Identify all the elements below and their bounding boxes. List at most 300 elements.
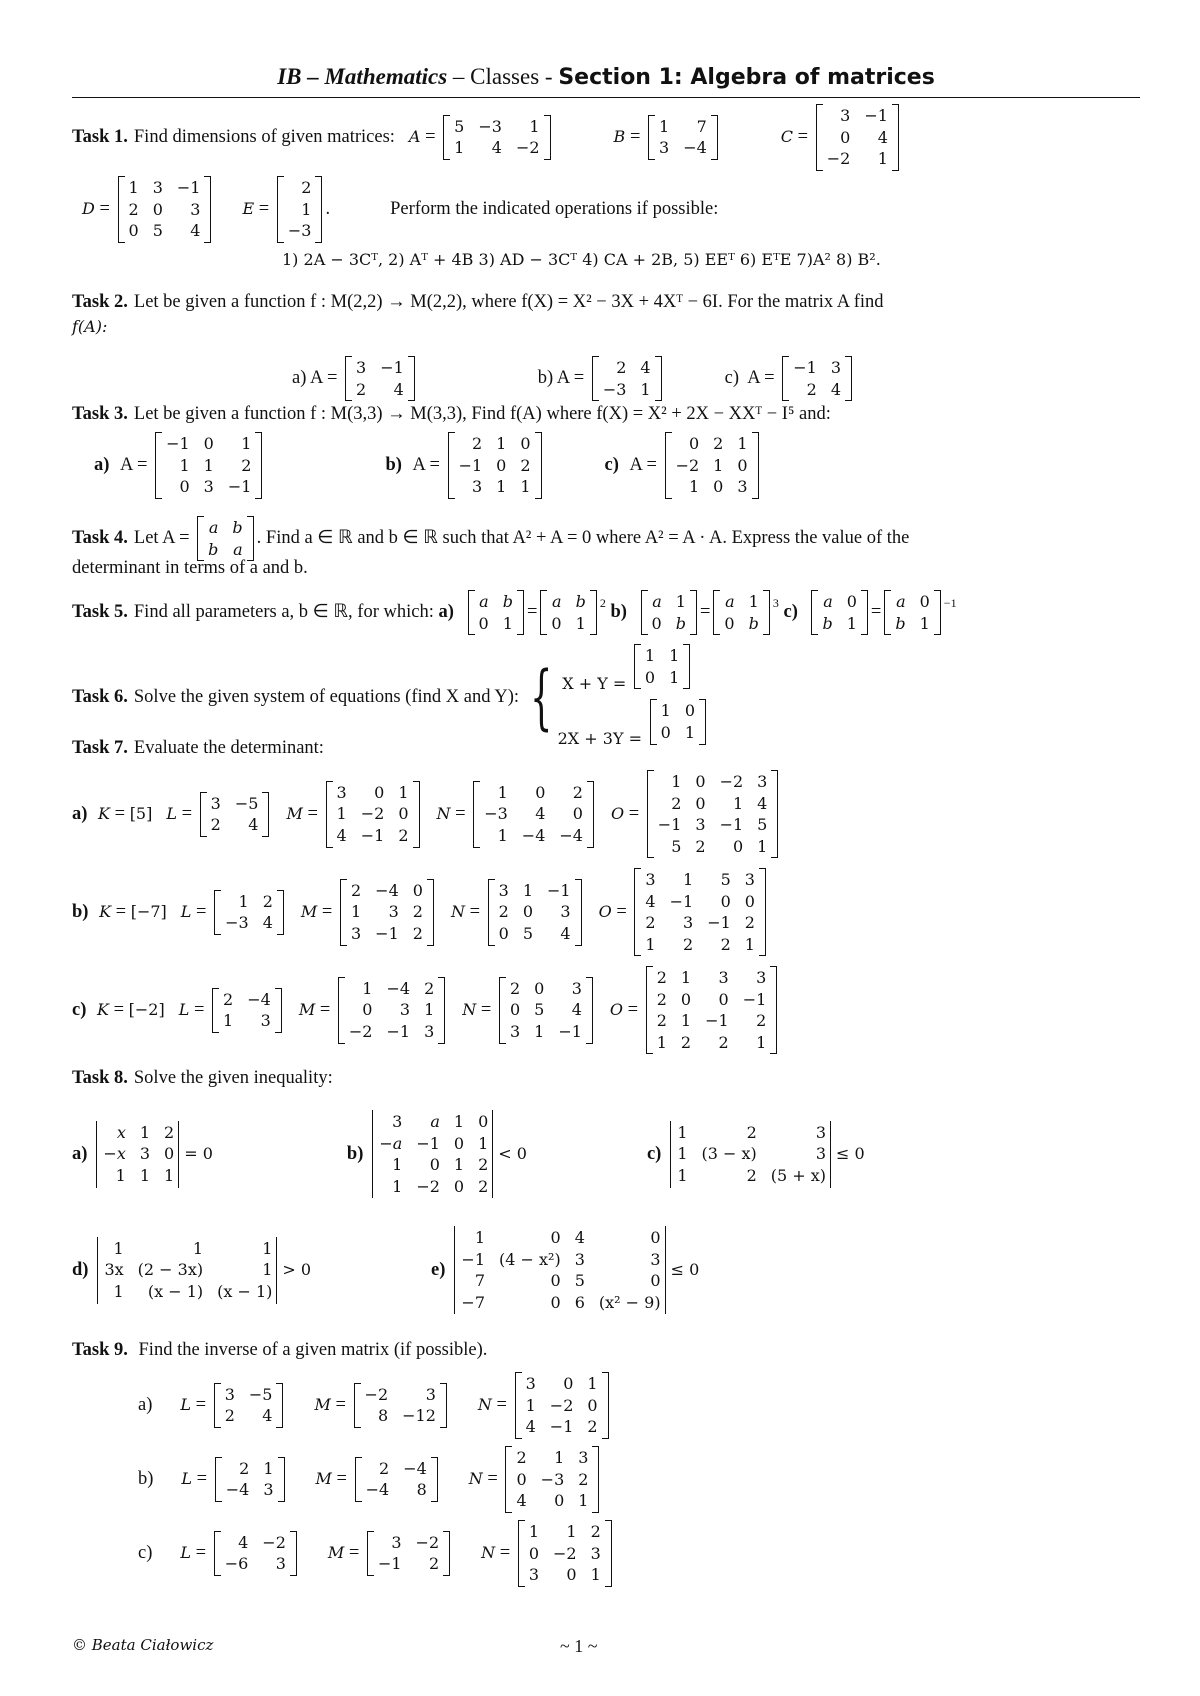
matrix-cell: 0 — [520, 434, 531, 453]
bracket-right — [278, 1457, 285, 1502]
matrix-entries — [522, 1372, 602, 1439]
matrix-cell: 3 — [744, 870, 755, 889]
task2-matrix-a — [345, 356, 415, 401]
matrix-cell: 0 — [718, 989, 729, 1009]
task5-b-right — [713, 590, 769, 635]
matrix-cell: 0 — [572, 804, 583, 824]
matrix-cell: 2 — [356, 379, 367, 399]
task9c-N — [518, 1520, 612, 1587]
matrix-cell: (4 − x²) — [499, 1249, 561, 1269]
matrix-cell: (5 + x) — [770, 1165, 827, 1185]
matrix-cell: 1 — [164, 1165, 175, 1185]
matrix-cell: 0 — [644, 667, 656, 687]
matrix-cell: 1 — [398, 782, 409, 802]
bracket-right — [204, 176, 211, 243]
matrix-cell: −1 — [742, 989, 767, 1009]
matrix-cell: 1 — [713, 455, 724, 475]
matrix-cell: −4 — [225, 1480, 250, 1500]
matrix-entries — [99, 1121, 178, 1188]
bracket-left — [214, 1383, 221, 1428]
matrix-cell: 5 — [671, 836, 682, 856]
matrix-entries — [345, 977, 438, 1044]
matrix-cell: 1 — [677, 1122, 688, 1142]
bracket-right — [544, 115, 551, 160]
matrix-cell: 4 — [238, 1532, 249, 1552]
bracket-left — [518, 1520, 525, 1587]
matrix-cell: 1 — [478, 1133, 489, 1153]
matrix-cell: −1 — [657, 815, 682, 835]
bracket-left — [641, 590, 648, 635]
bracket-left — [338, 977, 345, 1044]
bracket-left — [634, 644, 641, 689]
matrix-cell: 3x — [104, 1260, 124, 1280]
matrix-D — [118, 176, 212, 243]
matrix-cell: 1 — [744, 934, 755, 954]
matrix-entries — [221, 890, 277, 935]
task4-matrix-A — [197, 516, 254, 561]
task5-line: Task 5. Find all parameters a, b ∈ ℝ, for which: a) a b 0 1 = a b 0 1 2 b) a 1 0 b = a 1 0 b 3 c) a 0 b 1 = a 0 b 1 −1 — [72, 590, 957, 635]
matrix-E — [277, 176, 323, 243]
matrix-cell: 0 — [650, 1271, 661, 1291]
task9-row-a: a) L = 3 −5 2 4 M = −2 3 8 −12 N = 3 0 1 1 −2 0 4 −1 2 — [138, 1372, 612, 1439]
matrix-cell: 1 — [262, 1260, 273, 1280]
matrix-cell: −1 — [669, 891, 694, 911]
matrix-entries — [672, 432, 752, 499]
matrix-cell: 7 — [696, 116, 707, 136]
matrix-cell: 1 — [522, 880, 533, 900]
task7c-M — [338, 977, 445, 1044]
matrix-entries — [789, 356, 845, 401]
matrix-cell: a — [233, 539, 243, 559]
matrix-entries — [648, 590, 690, 635]
matrix-entries — [100, 1237, 276, 1304]
bracket-right — [861, 590, 868, 635]
bracket-right — [276, 1383, 283, 1428]
matrix-cell: 6 — [574, 1292, 585, 1312]
matrix-cell: −7 — [461, 1292, 486, 1312]
matrix-cell: 2 — [578, 1469, 589, 1489]
matrix-cell: 4 — [262, 913, 273, 933]
matrix-cell: 5 — [757, 815, 768, 835]
matrix-cell: 3 — [399, 1000, 411, 1020]
bracket-left — [505, 1446, 512, 1513]
task2-matrix-b — [592, 356, 662, 401]
matrix-entries — [362, 1457, 431, 1502]
matrix-cell: 4 — [640, 358, 651, 377]
matrix-cell: −5 — [234, 793, 259, 813]
task5-a-left — [468, 590, 524, 635]
matrix-cell: −2 — [553, 1543, 577, 1563]
matrix-cell: 1 — [677, 1144, 688, 1164]
task3-matrix-c — [665, 432, 759, 499]
bracket-right — [690, 590, 697, 635]
task8-det-c — [670, 1121, 833, 1188]
matrix-cell: 1 — [336, 804, 347, 824]
matrix-cell: −1 — [458, 455, 483, 475]
matrix-cell: 2 — [350, 880, 362, 900]
bracket-right — [763, 590, 770, 635]
bracket-left — [782, 356, 789, 401]
page-number: ~ 1 ~ — [560, 1636, 598, 1656]
matrix-cell: 8 — [377, 1406, 389, 1426]
matrix-cell: (x² − 9) — [598, 1292, 661, 1312]
matrix-cell: 2 — [164, 1122, 175, 1142]
matrix-cell: 2 — [645, 913, 656, 933]
matrix-entries — [125, 176, 205, 243]
matrix-cell: 2 — [379, 1458, 390, 1478]
bracket-right — [275, 988, 282, 1033]
matrix-cell: 1 — [680, 968, 692, 987]
matrix-cell: 1 — [659, 116, 670, 136]
matrix-cell: 3 — [578, 1448, 589, 1467]
matrix-cell: 1 — [575, 613, 586, 633]
matrix-cell: 0 — [650, 1228, 661, 1247]
matrix-entries — [653, 966, 771, 1054]
matrix-cell: 4 — [262, 1406, 273, 1426]
matrix-cell: 3 — [645, 870, 656, 889]
matrix-cell: (2 − 3x) — [137, 1260, 204, 1280]
matrix-cell: 1 — [453, 1112, 465, 1131]
matrix-cell: −1 — [386, 1021, 411, 1041]
matrix-entries — [891, 590, 933, 635]
task7a-M — [326, 781, 420, 848]
matrix-cell: 3 — [260, 1011, 271, 1031]
matrix-cell: −1 — [375, 923, 399, 943]
matrix-cell: 0 — [684, 701, 696, 721]
matrix-entries — [221, 1383, 277, 1428]
matrix-cell: 1 — [677, 1165, 688, 1185]
task9c-M — [367, 1531, 450, 1576]
matrix-cell: −4 — [559, 825, 583, 845]
matrix-cell: −1 — [705, 1011, 729, 1031]
matrix-cell: 1 — [644, 646, 656, 665]
bracket-left — [340, 879, 347, 946]
task7-row-a: a) K = [5] L = 3 −5 2 4 M = 3 0 1 1 −2 0 4 −1 2 N = 1 0 2 −3 4 0 1 −4 −4 O = 1 0 −2 3 2 0 1 4 −1 3 −1 5 5 2 0 1 — [72, 770, 781, 858]
matrix-cell: −x — [103, 1144, 126, 1164]
matrix-cell: 0 — [203, 434, 214, 453]
bracket-right — [770, 966, 777, 1054]
bracket-left — [811, 590, 818, 635]
bracket-left — [634, 868, 641, 956]
matrix-cell: 2 — [239, 1458, 250, 1478]
matrix-cell: −1 — [377, 1554, 402, 1574]
matrix-cell: 2 — [656, 989, 667, 1009]
matrix-cell: b — [232, 518, 243, 537]
matrix-cell: 1 — [680, 1011, 692, 1031]
matrix-cell: −6 — [224, 1554, 249, 1574]
matrix-entries — [475, 590, 517, 635]
det-bar-right — [665, 1226, 668, 1314]
matrix-cell: 1 — [128, 178, 139, 197]
matrix-cell: 5 — [534, 1000, 545, 1020]
matrix-cell: 3 — [528, 1565, 540, 1585]
matrix-cell: 2 — [744, 913, 755, 933]
task8-det-b — [372, 1110, 495, 1198]
task9b-M — [355, 1457, 438, 1502]
matrix-cell: 0 — [724, 613, 735, 633]
matrix-entries — [347, 879, 427, 946]
matrix-cell: 3 — [275, 1554, 286, 1574]
matrix-cell: 1 — [496, 477, 507, 497]
bracket-right — [699, 699, 706, 744]
bracket-left — [277, 176, 284, 243]
bracket-right — [315, 176, 322, 243]
matrix-cell: 2 — [301, 178, 312, 197]
matrix-cell: 5 — [454, 116, 465, 136]
bracket-left — [592, 356, 599, 401]
matrix-cell: 1 — [179, 455, 190, 475]
matrix-cell: 0 — [362, 1000, 373, 1020]
task7a-O — [647, 770, 779, 858]
matrix-entries — [525, 1520, 605, 1587]
matrix-cell: 2 — [210, 815, 221, 835]
matrix-cell: 1 — [496, 434, 507, 453]
matrix-cell: 1 — [424, 1000, 435, 1020]
det-bar-right — [492, 1110, 495, 1198]
matrix-cell: 3 — [152, 178, 163, 197]
matrix-cell: 3 — [525, 1374, 536, 1393]
task8-det-a — [96, 1121, 181, 1188]
matrix-cell: 0 — [509, 1000, 521, 1020]
matrix-cell: −2 — [360, 804, 385, 824]
matrix-cell: 0 — [695, 772, 706, 791]
bracket-left — [884, 590, 891, 635]
matrix-cell: 1 — [748, 592, 759, 611]
matrix-cell: x — [116, 1122, 126, 1142]
matrix-cell: 3 — [224, 1384, 235, 1404]
matrix-cell: 0 — [680, 989, 692, 1009]
bracket-right — [683, 644, 690, 689]
task5-c-left — [811, 590, 867, 635]
task8-line: Task 8. Solve the given inequality: — [72, 1068, 333, 1088]
matrix-cell: 1 — [669, 667, 680, 687]
matrix-cell: 1 — [113, 1281, 124, 1301]
task6-matrix-2 — [650, 699, 706, 744]
bracket-right — [605, 1520, 612, 1587]
bracket-right — [711, 115, 718, 160]
matrix-cell: 4 — [336, 825, 347, 845]
matrix-cell: 2 — [471, 434, 483, 453]
matrix-cell: 3 — [139, 1144, 151, 1164]
task2-matrix-c — [782, 356, 852, 401]
matrix-cell: 1 — [756, 1032, 767, 1052]
matrix-cell: 3 — [756, 968, 767, 987]
matrix-cell: 3 — [683, 913, 694, 933]
matrix-cell: 4 — [393, 379, 404, 399]
matrix-cell: 0 — [587, 1395, 598, 1415]
matrix-cell: −1 — [793, 358, 817, 377]
matrix-cell: 4 — [830, 379, 842, 399]
bracket-right — [752, 432, 759, 499]
matrix-cell: 1 — [645, 934, 656, 954]
matrix-cell: 2 — [478, 1176, 489, 1196]
matrix-cell: 1 — [520, 477, 531, 497]
matrix-cell: 0 — [478, 613, 489, 633]
matrix-cell: 1 — [497, 825, 508, 845]
matrix-cell: 0 — [688, 434, 700, 453]
matrix-cell: 0 — [478, 1112, 489, 1131]
matrix-cell: 2 — [746, 1122, 757, 1142]
matrix-cell: (3 − x) — [701, 1144, 757, 1164]
bracket-right — [934, 590, 941, 635]
task7a-N — [473, 781, 594, 848]
matrix-cell: −2 — [262, 1532, 286, 1552]
task7c-O — [646, 966, 778, 1054]
matrix-cell: −1 — [380, 358, 404, 377]
bracket-right — [262, 792, 269, 837]
matrix-cell: 3 — [356, 358, 367, 377]
matrix-cell: 1 — [262, 1238, 273, 1258]
matrix-cell: 0 — [551, 613, 562, 633]
matrix-cell: b — [208, 539, 219, 559]
matrix-cell: 0 — [534, 978, 545, 998]
matrix-cell: a — [552, 592, 562, 611]
matrix-entries — [450, 115, 543, 160]
task1-line2: D = 1 3 −1 2 0 3 0 5 4 E = 2 1 −3 . Perform the indicated operations if possible: — [82, 176, 718, 243]
matrix-cell: 5 — [152, 221, 163, 241]
matrix-cell: 7 — [474, 1271, 486, 1291]
matrix-cell: 1 — [590, 1565, 601, 1585]
matrix-cell: 2 — [616, 358, 627, 377]
matrix-cell: 0 — [528, 1543, 540, 1563]
matrix-cell: 4 — [877, 127, 888, 147]
matrix-cell: 1 — [497, 782, 508, 802]
matrix-cell: 0 — [737, 455, 748, 475]
matrix-cell: 2 — [746, 1165, 757, 1185]
task5-a-right — [540, 590, 596, 635]
matrix-cell: −3 — [484, 804, 508, 824]
matrix-cell: 1 — [587, 1374, 598, 1393]
matrix-cell: 1 — [877, 149, 888, 169]
matrix-cell: 1 — [528, 1522, 540, 1541]
matrix-cell: −1 — [864, 106, 888, 125]
matrix-cell: 3 — [392, 1112, 403, 1131]
matrix-cell: 1 — [474, 1228, 486, 1247]
matrix-cell: 3 — [388, 902, 399, 922]
matrix-cell: a — [430, 1112, 440, 1131]
bracket-left — [326, 781, 333, 848]
bracket-left — [197, 516, 204, 561]
matrix-cell: −1 — [227, 477, 252, 497]
matrix-entries — [333, 781, 413, 848]
task7-row-c: c) K = [−2] L = 2 −4 1 3 M = 1 −4 2 0 3 1 −2 −1 3 N = 2 0 3 0 5 4 3 1 −1 O = 2 1 3 3 2 0 0 −1 2 1 −1 2 1 2 2 1 — [72, 966, 780, 1054]
matrix-cell: 0 — [720, 891, 731, 911]
matrix-cell: 1 — [675, 592, 686, 611]
task9b-N — [505, 1446, 599, 1513]
matrix-cell: −3 — [225, 913, 249, 933]
matrix-entries — [495, 879, 575, 946]
matrix-cell: 2 — [718, 1032, 729, 1052]
matrix-cell: 1 — [113, 1238, 124, 1258]
matrix-cell: 1 — [566, 1522, 577, 1541]
bracket-left — [354, 1383, 361, 1428]
matrix-cell: 3 — [574, 1249, 585, 1269]
matrix-cell: −4 — [403, 1458, 427, 1478]
matrix-cell: 2 — [509, 978, 521, 998]
matrix-cell: 1 — [502, 613, 513, 633]
matrix-B — [648, 115, 718, 160]
matrix-entries — [547, 590, 589, 635]
matrix-cell: −1 — [176, 178, 201, 197]
matrix-cell: b — [822, 613, 833, 633]
bracket-right — [443, 1531, 450, 1576]
task3-matrices: a) A = −1 0 1 1 1 2 0 3 −1 b) A = 2 1 0 −1 0 2 3 1 1 c) A = 0 2 1 −2 1 0 1 0 3 — [94, 432, 762, 499]
matrix-cell: −4 — [375, 880, 399, 900]
matrix-cell: 3 — [471, 477, 483, 497]
matrix-cell: 3 — [190, 199, 201, 219]
matrix-cell: 3 — [350, 923, 362, 943]
matrix-cell: 3 — [718, 968, 729, 987]
matrix-cell: 0 — [398, 804, 409, 824]
matrix-entries — [673, 1121, 830, 1188]
task7a-L — [200, 792, 270, 837]
matrix-cell: 2 — [428, 1554, 440, 1574]
matrix-cell: a — [725, 592, 735, 611]
matrix-cell: 0 — [429, 1155, 440, 1175]
matrix-cell: 2 — [587, 1417, 598, 1437]
matrix-entries — [512, 1446, 592, 1513]
matrix-cell: 5 — [574, 1271, 585, 1291]
bracket-right — [440, 1383, 447, 1428]
matrix-cell: 3 — [815, 1144, 827, 1164]
matrix-cell: 3 — [210, 793, 221, 813]
matrix-cell: 0 — [412, 880, 423, 900]
bracket-left — [443, 115, 450, 160]
matrix-cell: 0 — [164, 1144, 175, 1164]
task1-ops: 1) 2A − 3Cᵀ, 2) Aᵀ + 4B 3) AD − 3Cᵀ 4) CA + 2B, 5) EEᵀ 6) EᵀE 7)A² 8) B². — [282, 250, 881, 269]
matrix-cell: 0 — [550, 1228, 561, 1247]
matrix-cell: 1 — [238, 891, 249, 911]
matrix-cell: 4 — [645, 891, 656, 911]
bracket-left — [118, 176, 125, 243]
bracket-right — [247, 516, 254, 561]
matrix-entries — [599, 356, 655, 401]
bracket-left — [515, 1372, 522, 1439]
task2-line2: f(A): — [72, 317, 108, 336]
matrix-cell: 1 — [757, 836, 768, 856]
bracket-right — [277, 890, 284, 935]
matrix-entries — [657, 699, 699, 744]
matrix-entries — [455, 432, 535, 499]
matrix-entries — [641, 868, 759, 956]
bracket-right — [517, 590, 524, 635]
matrix-entries — [457, 1226, 664, 1314]
bracket-right — [438, 977, 445, 1044]
matrix-cell: 0 — [152, 199, 163, 219]
matrix-cell: 0 — [128, 221, 139, 241]
matrix-cell: 1 — [732, 793, 744, 813]
det-bar-right — [178, 1121, 181, 1188]
task5-c-right — [884, 590, 940, 635]
matrix-cell: 1 — [578, 1491, 589, 1511]
matrix-entries — [162, 432, 255, 499]
bracket-right — [590, 590, 597, 635]
matrix-entries — [823, 104, 892, 171]
matrix-cell: 1 — [454, 138, 465, 158]
matrix-cell: 3 — [815, 1122, 827, 1142]
matrix-entries — [720, 590, 762, 635]
bracket-left — [647, 770, 654, 858]
matrix-entries — [222, 1457, 278, 1502]
matrix-cell: 4 — [190, 221, 201, 241]
matrix-cell: −3 — [287, 221, 312, 241]
matrix-cell: 4 — [516, 1491, 527, 1511]
bracket-left — [448, 432, 455, 499]
matrix-cell: 0 — [516, 1469, 527, 1489]
bracket-right — [592, 1446, 599, 1513]
bracket-left — [540, 590, 547, 635]
bracket-left — [468, 590, 475, 635]
